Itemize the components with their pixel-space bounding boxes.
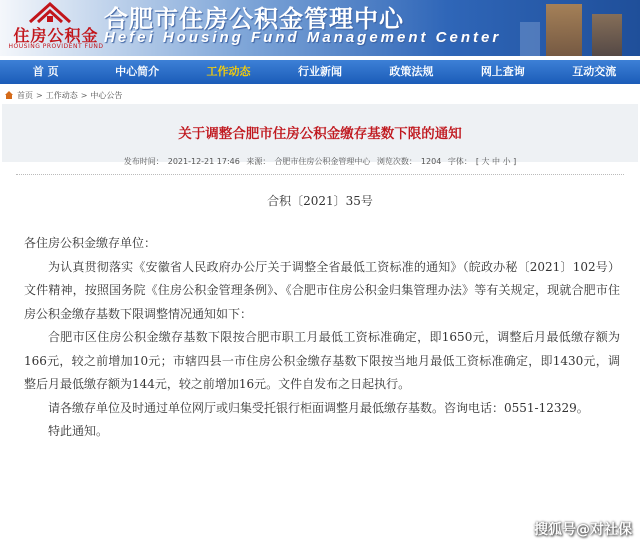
font-size-switcher[interactable]: [ 大 中 小 ] [475, 157, 517, 166]
article-body [24, 232, 620, 444]
logo-text: 住房公积金 [13, 26, 99, 45]
logo-house-icon [28, 2, 72, 24]
nav-item-industry-news[interactable]: 行业新闻 [297, 65, 342, 78]
breadcrumb [4, 88, 122, 102]
views-count: 1204 [420, 157, 442, 166]
nav-item-about[interactable]: 中心简介 [115, 65, 160, 78]
nav-item-work-news[interactable]: 工作动态 [206, 65, 251, 78]
breadcrumb-home[interactable]: 首页 [17, 90, 33, 100]
source-label: 来源： [246, 157, 271, 166]
closing: 特此通知。 [48, 424, 109, 438]
nav-item-interaction[interactable]: 互动交流 [572, 65, 617, 78]
header-tower-decoration [546, 4, 582, 56]
main-nav [0, 60, 640, 84]
home-icon [4, 90, 14, 100]
views-label: 浏览次数： [376, 157, 417, 166]
nav-item-home[interactable]: 首 页 [32, 65, 59, 78]
paragraph: 请各缴存单位及时通过单位网厅或归集受托银行柜面调整月最低缴存基数。咨询电话：0551-12329。 [48, 400, 589, 415]
article-title: 关于调整合肥市住房公积金缴存基数下限的通知 [178, 126, 462, 142]
header-tower-decoration [592, 14, 622, 56]
source-value: 合肥市住房公积金管理中心 [274, 157, 371, 166]
logo-subtext: HOUSING PROVIDENT FUND [8, 43, 104, 50]
breadcrumb-separator: > [80, 90, 88, 100]
watermark: 搜狐号@对社保 [534, 522, 632, 538]
paragraph: 合肥市区住房公积金缴存基数下限按合肥市职工月最低工资标准确定，即1650元，调整后月最低缴存额为166元，较之前增加10元；市辖四县一市住房公积金缴存基数下限按当地月最低工资标准确定，即1430元，调整后月最低缴存额为144元，较之前增加16元。文件自发布之日起执行。 [24, 330, 620, 391]
nav-item-policies[interactable]: 政策法规 [389, 65, 434, 78]
document-number: 合积〔2021〕35号 [267, 194, 373, 208]
breadcrumb-notice[interactable]: 中心公告 [90, 90, 123, 100]
paragraph: 为认真贯彻落实《安徽省人民政府办公厅关于调整全省最低工资标准的通知》（皖政办秘〔2021〕102号）文件精神，按照国务院《住房公积金管理条例》、《合肥市住房公积金归集管理办法》等有关规定，现就合肥市住房公积金缴存基数下限调整情况通知如下： [24, 259, 620, 321]
site-title-english: Hefei Housing Fund Management Center [104, 29, 502, 46]
site-header [0, 0, 640, 56]
article-meta [0, 156, 640, 167]
site-logo[interactable] [6, 2, 102, 54]
header-building-decoration [520, 22, 540, 56]
site-title: 合肥市住房公积金管理中心 [104, 4, 404, 33]
breadcrumb-work-news[interactable]: 工作动态 [45, 90, 78, 100]
nav-item-online-query[interactable]: 网上查询 [480, 65, 525, 78]
publish-label: 发布时间： [123, 157, 164, 166]
salutation: 各住房公积金缴存单位： [24, 236, 157, 250]
divider [16, 174, 624, 175]
breadcrumb-separator: > [36, 90, 43, 100]
publish-time: 2021-12-21 17:46 [167, 157, 240, 166]
font-label: 字体： [447, 157, 472, 166]
